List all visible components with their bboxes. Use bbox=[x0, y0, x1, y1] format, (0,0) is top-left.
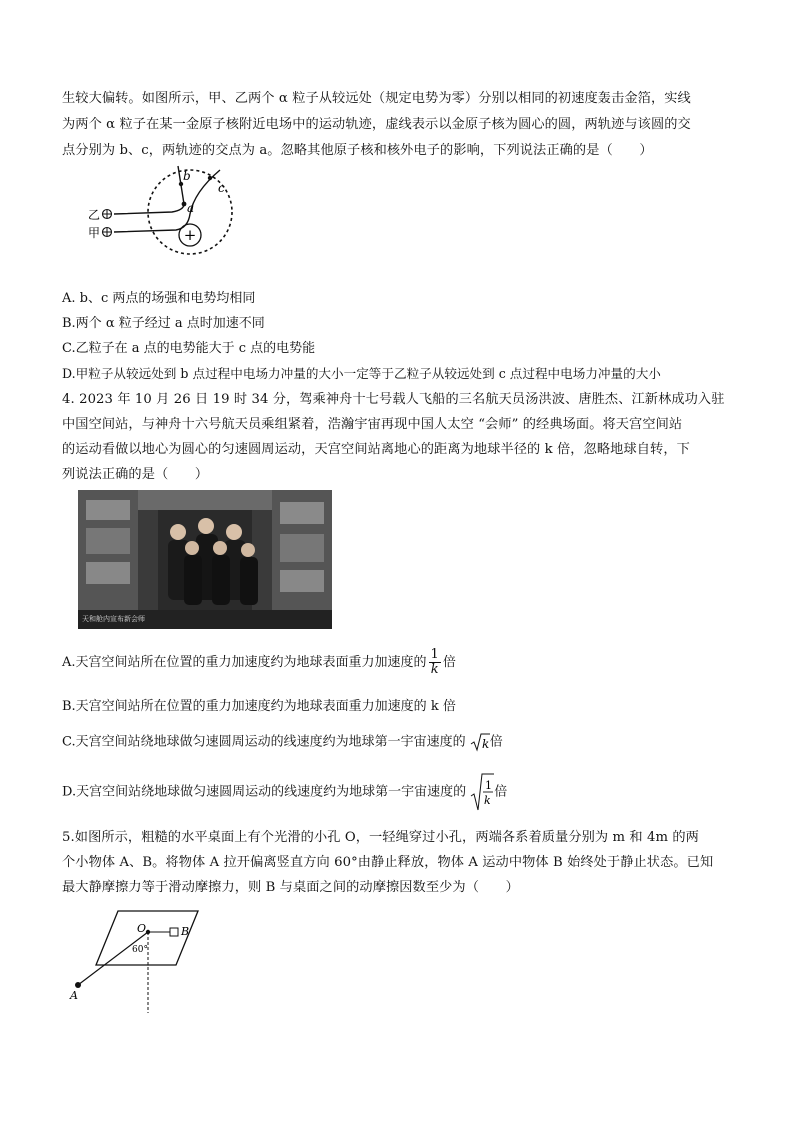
block-B bbox=[170, 928, 178, 936]
point-c bbox=[208, 176, 212, 180]
photo-caption: 天和舱内宣布新会师 bbox=[82, 615, 145, 623]
q4-option-c bbox=[62, 732, 503, 753]
q4-option-c-suffix: 倍 bbox=[489, 734, 503, 750]
sqrt-1-over-k-icon bbox=[470, 772, 494, 812]
label-A: A bbox=[70, 989, 78, 1002]
nucleus-plus: + bbox=[183, 226, 197, 244]
q5-line-3: 最大静摩擦力等于滑动摩擦力，则 B 与桌面之间的动摩擦因数至少为（ ） bbox=[62, 880, 519, 895]
label-B: B bbox=[181, 925, 190, 938]
trajectory-jia bbox=[114, 170, 220, 232]
table-surface bbox=[96, 911, 198, 965]
q4-option-b: B.天宫空间站所在位置的重力加速度约为地球表面重力加速度的 k 倍 bbox=[62, 699, 456, 714]
label-c: c bbox=[218, 181, 225, 195]
q5-line-1: 5.如图所示，粗糙的水平桌面上有个光滑的小孔 O，一轻绳穿过小孔，两端各系着质量分别为 m 和 4m 的两 bbox=[62, 830, 699, 845]
svg-text:k: k bbox=[484, 794, 491, 807]
q4-option-d-suffix: 倍 bbox=[494, 784, 508, 800]
q4-option-d-text: D.天宫空间站绕地球做匀速圆周运动的线速度约为地球第一宇宙速度的 bbox=[62, 784, 467, 800]
svg-text:k: k bbox=[481, 737, 490, 751]
q3-option-a: A. b、c 两点的场强和电势均相同 bbox=[62, 291, 256, 306]
q4-line-2: 中国空间站，与神舟十六号航天员乘组紧着，浩瀚宇宙再现中国人太空 “会师” 的经典场面。将天宫空间站 bbox=[62, 417, 683, 432]
q3-line-3: 点分别为 b、c，两轨迹的交点为 a。忽略其他原子核和核外电子的影响，下列说法正确的是（ ） bbox=[62, 143, 653, 158]
q3-line-2: 为两个 α 粒子在某一金原子核附近电场中的运动轨迹，虚线表示以金原子核为圆心的圆，两轨迹与该圆的交 bbox=[62, 117, 691, 132]
label-b: b bbox=[183, 169, 191, 183]
label-jia: 甲 bbox=[88, 226, 101, 240]
q4-option-c-text: C.天宫空间站绕地球做匀速圆周运动的线速度约为地球第一宇宙速度的 bbox=[62, 734, 466, 750]
label-O: O bbox=[137, 922, 147, 935]
label-yi: 乙 bbox=[88, 208, 101, 222]
fraction-numerator: 1 bbox=[430, 647, 439, 662]
sqrt-k-icon bbox=[470, 732, 490, 752]
q3-option-b: B.两个 α 粒子经过 a 点时加速不同 bbox=[62, 316, 265, 331]
label-a: a bbox=[187, 201, 195, 215]
point-a bbox=[182, 202, 187, 207]
q5-line-2: 个小物体 A、B。将物体 A 拉开偏离竖直方向 60°由静止释放，物体 A 运动中物体 B 始终处于静止状态。已知 bbox=[62, 855, 714, 870]
space-station-photo bbox=[78, 490, 332, 629]
alpha-scattering-figure bbox=[80, 162, 250, 286]
ball-A bbox=[75, 982, 81, 988]
q4-line-1: 4. 2023 年 10 月 26 日 19 时 34 分，驾乘神舟十七号载人飞船的三名航天员汤洪波、唐胜杰、江新林成功入驻 bbox=[62, 392, 725, 407]
table-pendulum-figure bbox=[60, 905, 210, 1015]
q3-option-c: C.乙粒子在 a 点的电势能大于 c 点的电势能 bbox=[62, 341, 316, 356]
q3-line-1: 生较大偏转。如图所示，甲、乙两个 α 粒子从较远处（规定电势为零）分别以相同的初速度轰击金箔，实线 bbox=[62, 91, 691, 106]
q4-option-a-text: A.天宫空间站所在位置的重力加速度约为地球表面重力加速度的 bbox=[62, 655, 427, 670]
svg-text:1: 1 bbox=[485, 779, 493, 792]
q4-option-a-suffix: 倍 bbox=[442, 655, 456, 670]
angle-60: 60° bbox=[132, 945, 148, 955]
q4-option-a bbox=[62, 646, 456, 680]
fraction-1-over-k bbox=[429, 648, 441, 677]
q4-line-3: 的运动看做以地心为圆心的匀速圆周运动，天宫空间站离地心的距离为地球半径的 k 倍，忽略地球自转，下 bbox=[62, 442, 690, 457]
rope-to-A bbox=[78, 932, 148, 985]
q4-option-d bbox=[62, 772, 507, 812]
q4-line-4: 列说法正确的是（ ） bbox=[62, 467, 209, 482]
fraction-denominator: k bbox=[430, 662, 439, 677]
q3-option-d: D.甲粒子从较远处到 b 点过程中电场力冲量的大小一定等于乙粒子从较远处到 c 点过程中电场力冲量的大小 bbox=[62, 366, 661, 381]
